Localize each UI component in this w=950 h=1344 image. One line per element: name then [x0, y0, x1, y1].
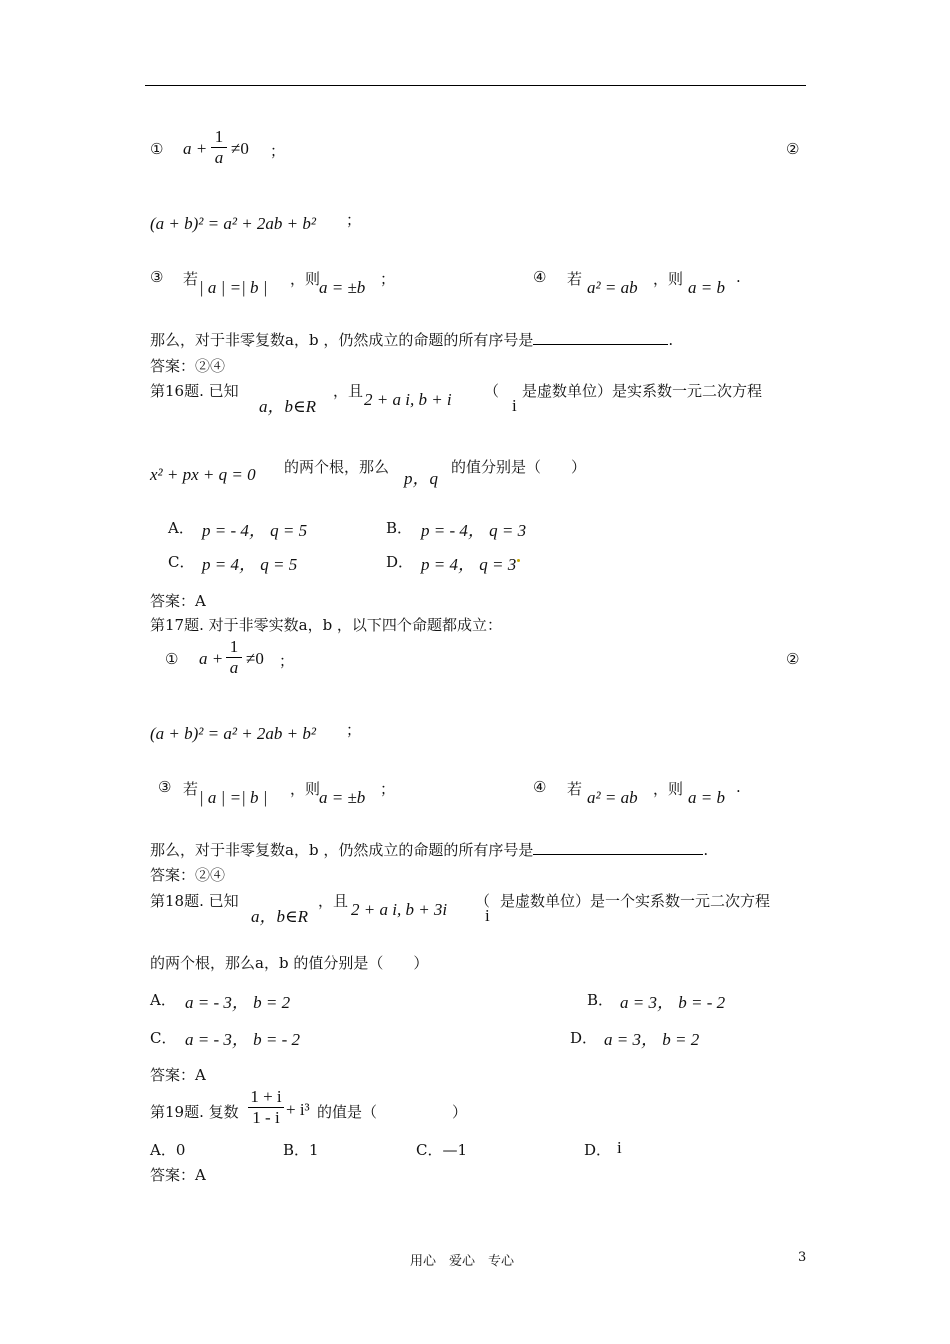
q19-label: 第19题. 复数 — [150, 1103, 239, 1121]
q17-item4-end: . — [736, 778, 741, 796]
q17-item2-expr: (a + b)² = a² + 2ab + b² — [150, 724, 316, 743]
item3-number: ③ — [150, 268, 164, 286]
item1-expr-b: ≠0 — [231, 139, 249, 158]
q17-item3-condition: | a | =| b | — [199, 788, 268, 807]
stray-mark — [517, 559, 520, 562]
q18-paren: （ — [475, 892, 491, 910]
item3-result: a = ±b — [319, 278, 366, 297]
q18-option-d: a = 3， b = 2 — [604, 1030, 700, 1049]
q18-option-b-label: B． — [587, 991, 614, 1009]
q16-option-c-label: C． — [168, 553, 195, 571]
q17-item1-number: ① — [165, 650, 179, 668]
q18-option-a: a = - 3， b = 2 — [185, 993, 291, 1012]
q16-option-a: p = - 4， q = 5 — [202, 521, 308, 540]
q17-item3-if: 若 — [183, 780, 199, 798]
q18-option-c: a = - 3， b = - 2 — [185, 1030, 301, 1049]
q16-option-d-label: D． — [386, 553, 414, 571]
q16-paren: （ — [484, 382, 500, 400]
q16-text3: 的值分别是（ ） — [451, 458, 587, 476]
q19-option-b: B．1 — [283, 1141, 319, 1159]
q18-imag-unit: i — [485, 906, 490, 925]
q19-option-d: i — [617, 1138, 622, 1157]
q17-item3-result: a = ±b — [319, 788, 366, 807]
q16-text2: 的两个根，那么 — [284, 458, 390, 476]
q17-item1-fraction: 1 a — [226, 638, 242, 677]
item1-number: ① — [150, 140, 164, 158]
q16-rest: 是虚数单位）是实系数一元二次方程 — [522, 382, 763, 400]
q18-option-c-label: C． — [150, 1029, 177, 1047]
item1-expr-a: a + — [183, 139, 208, 158]
q19-plus-term: + i³ — [286, 1100, 310, 1119]
q19-answer: 答案：A — [150, 1166, 206, 1184]
q17-item1-expr-b: ≠0 — [246, 649, 264, 668]
item1-fraction: 1 a — [211, 128, 227, 167]
item4-then: ，则 — [653, 270, 684, 288]
q18-given: a，b∈R — [251, 907, 308, 926]
item1-separator: ； — [270, 142, 286, 160]
q19-option-c: C．—1 — [416, 1141, 468, 1159]
q17-item4-result: a = b — [688, 788, 725, 807]
item4-result: a = b — [688, 278, 725, 297]
q18-option-b: a = 3， b = - 2 — [620, 993, 726, 1012]
q18-option-a-label: A． — [150, 991, 176, 1009]
q17-item1-separator: ； — [279, 652, 295, 670]
item4-if: 若 — [567, 270, 583, 288]
q16-imag-unit: i — [512, 396, 517, 415]
q18-rest: 是虚数单位）是一个实系数一元二次方程 — [500, 892, 771, 910]
q16-option-b: p = - 4， q = 3 — [421, 521, 527, 540]
footer-motto: 用心 爱心 专心 — [410, 1254, 515, 1269]
item4-number: ④ — [533, 268, 547, 286]
q17-item3-then: ，则 — [290, 780, 321, 798]
item2-number: ② — [786, 140, 800, 158]
q16-answer: 答案：A — [150, 592, 206, 610]
q18-option-d-label: D． — [570, 1029, 598, 1047]
item3-separator: ； — [380, 270, 396, 288]
item3-if: 若 — [183, 270, 199, 288]
q17-label: 第17题. 对于非零实数a，b ，以下四个命题都成立： — [150, 616, 502, 634]
q19-option-a: A．0 — [150, 1141, 186, 1159]
item3-then: ，则 — [290, 270, 321, 288]
q17-item4-if: 若 — [567, 780, 583, 798]
q16-vars: p，q — [404, 469, 438, 488]
q18-text2: 的两个根，那么a，b 的值分别是（ ） — [150, 954, 429, 972]
q16-option-c: p = 4， q = 5 — [202, 555, 298, 574]
item4-end: . — [736, 268, 741, 286]
q17-item4-number: ④ — [533, 778, 547, 796]
q18-label: 第18题. 已知 — [150, 892, 239, 910]
q19-rest: 的值是（ ） — [317, 1103, 468, 1121]
q16-and: ，且 — [333, 382, 364, 400]
q17-item1-expr-a: a + — [199, 649, 224, 668]
q16-option-a-label: A． — [168, 519, 194, 537]
section1-question: 那么，对于非零复数a，b ，仍然成立的命题的所有序号是 . — [150, 331, 674, 349]
q17-item2-number: ② — [786, 650, 800, 668]
q16-option-b-label: B． — [386, 519, 413, 537]
q18-and: ，且 — [318, 892, 349, 910]
header-rule — [145, 85, 806, 86]
q19-fraction: 1 + i 1 - i — [248, 1088, 284, 1127]
q18-answer: 答案：A — [150, 1066, 206, 1084]
q16-option-d: p = 4， q = 3 — [421, 555, 517, 574]
q17-item2-separator: ； — [346, 721, 362, 739]
q16-label: 第16题. 已知 — [150, 382, 239, 400]
q16-equation: x² + px + q = 0 — [150, 465, 256, 484]
q16-roots: 2 + a i, b + i — [364, 390, 452, 409]
item2-expr: (a + b)² = a² + 2ab + b² — [150, 214, 316, 233]
q18-roots: 2 + a i, b + 3i — [351, 900, 448, 919]
item4-condition: a² = ab — [587, 278, 638, 297]
q19-option-d-label: D． — [584, 1141, 612, 1159]
q17-item4-condition: a² = ab — [587, 788, 638, 807]
q17-question: 那么，对于非零复数a，b ，仍然成立的命题的所有序号是 . — [150, 841, 709, 859]
item2-separator: ； — [346, 211, 362, 229]
q16-given: a，b∈R — [259, 397, 316, 416]
q17-answer: 答案：②④ — [150, 866, 226, 884]
q17-item3-number: ③ — [158, 778, 172, 796]
q17-item3-separator: ； — [380, 780, 396, 798]
item3-condition: | a | =| b | — [199, 278, 268, 297]
page-number: 3 — [798, 1250, 807, 1265]
section1-answer: 答案：②④ — [150, 357, 226, 375]
q17-item4-then: ，则 — [653, 780, 684, 798]
